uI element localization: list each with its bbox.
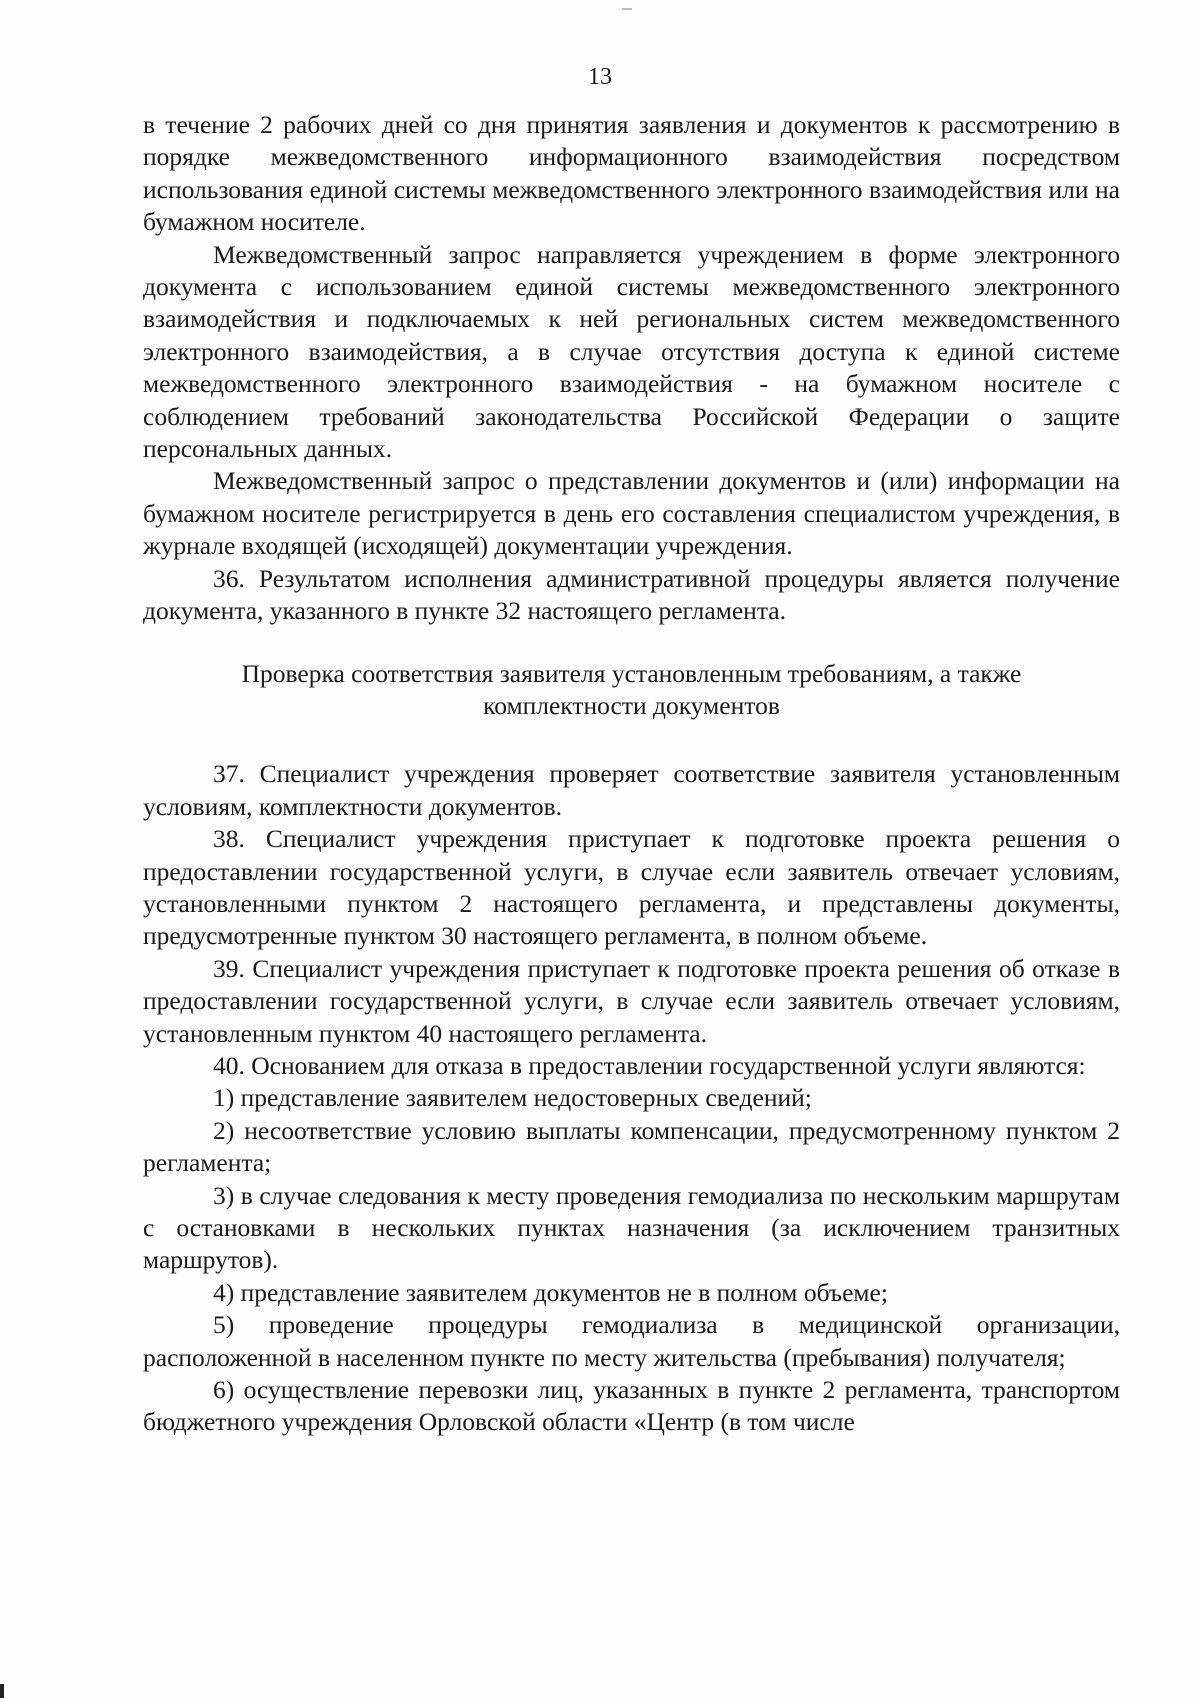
- scan-edge-mark: [0, 1684, 4, 1698]
- document-body: [143, 109, 1120, 1439]
- list-item-4: 4) представление заявителем документов не в полном объеме;: [213, 1277, 888, 1307]
- list-item-2: 2) несоответствие условию выплаты компенсации, предусмотренному пунктом 2 регламента;: [143, 1115, 1120, 1178]
- paragraph-item-40: 40. Основанием для отказа в предоставлении государственной услуги являются:: [213, 1050, 1086, 1080]
- paragraph-item-39: 39. Специалист учреждения приступает к подготовке проекта решения об отказе в предоставлении государственной услуги, в случае если заявитель отвечает условиям, установленным пунктом 40 настоящего регламента.: [143, 953, 1120, 1048]
- paragraph-item-38: 38. Специалист учреждения приступает к подготовке проекта решения о предоставлении государственной услуги, в случае если заявитель отвечает условиям, установленными пунктом 2 настоящего регламента, и представлены документы, предусмотренные пунктом 30 настоящего регламента, в полном объеме.: [143, 824, 1120, 951]
- list-item-3: 3) в случае следования к месту проведения гемодиализа по нескольким маршрутам с остановками в нескольких пунктах назначения (за исключением транзитных маршрутов).: [143, 1180, 1120, 1275]
- list-item-6: 6) осуществление перевозки лиц, указанных в пункте 2 регламента, транспортом бюджетного учреждения Орловской области «Центр (в том числе: [143, 1375, 1120, 1437]
- list-item-5: 5) проведение процедуры гемодиализа в медицинской организации, расположенной в населенном пункте по месту жительства (пребывания) получателя;: [143, 1310, 1120, 1372]
- page-number: 13: [588, 64, 612, 90]
- spacer: [143, 722, 1120, 758]
- spacer: [143, 628, 1120, 658]
- section-heading: Проверка соответствия заявителя установленным требованиям, а также комплектности документов: [241, 658, 1022, 720]
- paragraph-item-36: 36. Результатом исполнения административной процедуры является получение документа, указанного в пункте 32 настоящего регламента.: [143, 563, 1120, 626]
- paragraph-item-37: 37. Специалист учреждения проверяет соответствие заявителя установленным условиям, комплектности документов.: [143, 759, 1120, 821]
- paragraph: Межведомственный запрос о представлении документов и (или) информации на бумажном носителе регистрируется в день его составления специалистом учреждения, в журнале входящей (исходящей) документации учреждения.: [143, 466, 1120, 561]
- paragraph-continuation: в течение 2 рабочих дней со дня принятия заявления и документов к рассмотрению в порядке межведомственного информационного взаимодействия посредством использования единой системы межведомственного электронного взаимодействия или на бумажном носителе.: [143, 110, 1120, 237]
- scan-artifact-mark: [622, 8, 632, 10]
- paragraph: Межведомственный запрос направляется учреждением в форме электронного документа с использованием единой системы межведомственного электронного взаимодействия и подключаемых к ней региональных систем межведомственного электронного взаимодействия, а в случае отсутствия доступа к единой системе межведомственного электронного взаимодействия - на бумажном носителе с соблюдением требований законодательства Российской Федерации о защите персональных данных.: [143, 239, 1120, 464]
- list-item-1: 1) представление заявителем недостоверных сведений;: [213, 1083, 812, 1113]
